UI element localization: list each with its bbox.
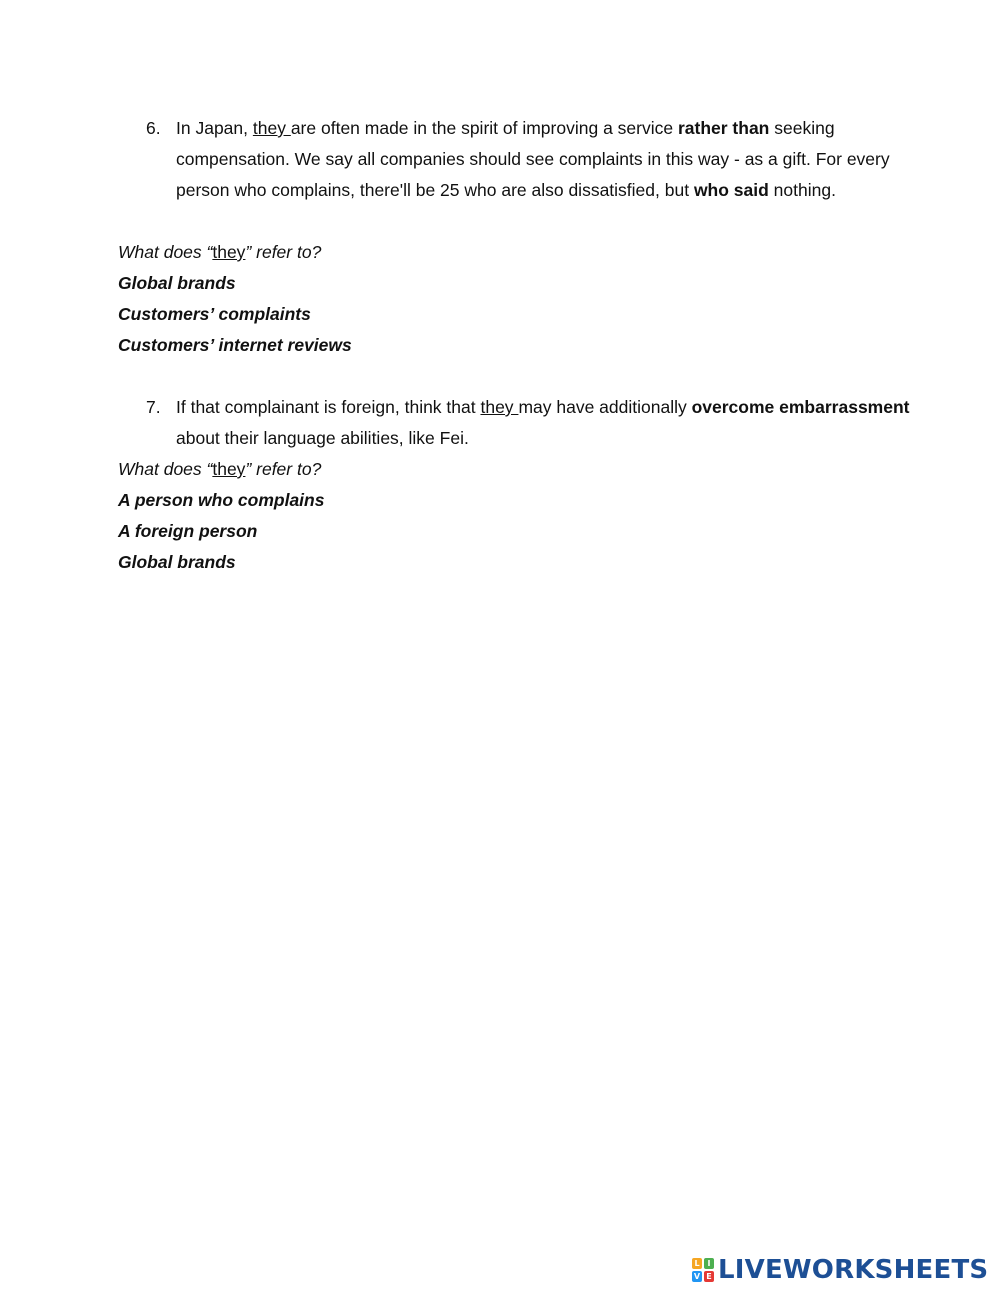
passage-text: In Japan, they are often made in the spirit of improving a service rather than seeking compensation. We say all companies should see complaints in this way - as a gift. For every person who complains, there'll be 25 who are also dissatisfied, but who said nothing. bbox=[176, 118, 890, 200]
question-6-prompt: What does “they” refer to? bbox=[118, 242, 322, 262]
logo-mark-icon bbox=[692, 1258, 714, 1282]
logo-mark-tile: L bbox=[692, 1258, 702, 1269]
logo-mark-tile: E bbox=[704, 1271, 714, 1282]
logo-text: LIVEWORKSHEETS bbox=[718, 1255, 989, 1285]
answer-option[interactable]: Customers’ complaints bbox=[118, 304, 311, 324]
underlined-they: they bbox=[212, 459, 246, 479]
answer-option[interactable]: Global brands bbox=[118, 552, 236, 572]
underlined-they: they bbox=[480, 397, 519, 417]
logo-mark-tile: V bbox=[693, 1272, 701, 1281]
logo-mark-tile: I bbox=[704, 1258, 714, 1269]
answer-option[interactable]: Customers’ internet reviews bbox=[118, 335, 352, 355]
question-6-passage bbox=[146, 113, 946, 206]
question-7-passage bbox=[146, 392, 946, 454]
question-number: 6. bbox=[146, 118, 161, 138]
answer-option[interactable]: A foreign person bbox=[118, 521, 258, 541]
bold-phrase: rather than bbox=[677, 118, 770, 138]
bold-phrase: overcome embarrassment bbox=[691, 397, 910, 417]
question-number: 7. bbox=[146, 397, 161, 417]
bold-phrase: who said bbox=[693, 180, 769, 200]
underlined-they: they bbox=[252, 118, 291, 138]
question-7-prompt: What does “they” refer to? bbox=[118, 459, 322, 479]
passage-text: If that complainant is foreign, think that they may have additionally overcome embarrassment about their language abilities, like Fei. bbox=[176, 397, 910, 448]
answer-option[interactable]: A person who complains bbox=[118, 490, 325, 510]
underlined-they: they bbox=[212, 242, 246, 262]
answer-option[interactable]: Global brands bbox=[118, 273, 236, 293]
liveworksheets-logo bbox=[692, 1254, 988, 1286]
